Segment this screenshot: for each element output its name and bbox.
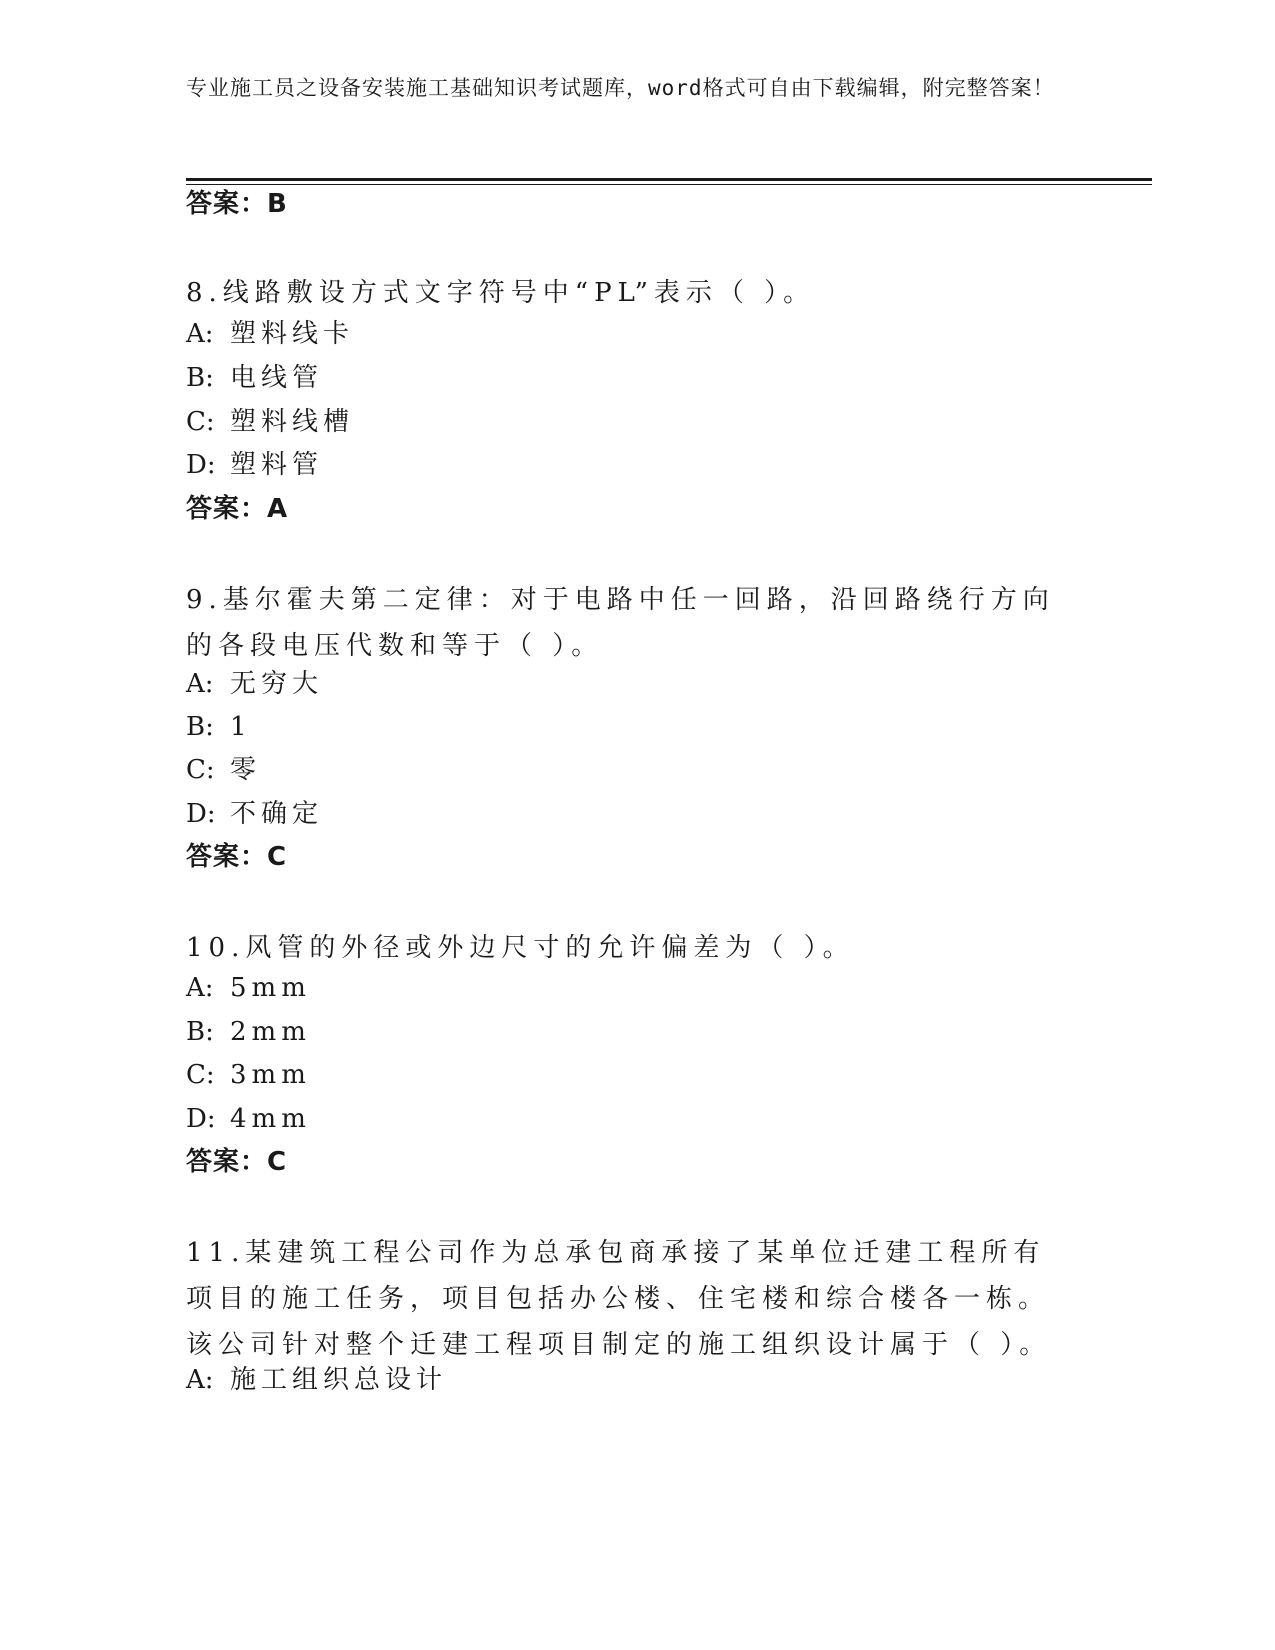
- header-rule-thick: [186, 178, 1152, 181]
- option-9-b: [186, 711, 252, 743]
- option-text: 不确定: [230, 799, 324, 829]
- option-letter: B:: [186, 1017, 214, 1047]
- option-text: 4mm: [230, 1104, 311, 1134]
- question-9: 9.基尔霍夫第二定律：对于电路中任一回路，沿回路绕行方向的各段电压代数和等于（ ）。: [186, 585, 1055, 661]
- option-text: 2mm: [230, 1017, 311, 1047]
- document-header: 专业施工员之设备安装施工基础知识考试题库，word格式可自由下载编辑，附完整答案！: [186, 76, 1055, 100]
- option-9-d: [186, 798, 323, 830]
- answer-line: 答案：B: [186, 189, 288, 219]
- option-text: 电线管: [230, 363, 324, 393]
- option-letter: C:: [186, 755, 215, 785]
- option-10-c: [186, 1059, 311, 1091]
- option-text: 3mm: [230, 1060, 311, 1090]
- option-letter: D:: [186, 450, 216, 480]
- option-letter: A:: [186, 319, 214, 349]
- option-8-a: [186, 318, 354, 350]
- answer-8: 答案：A: [186, 494, 289, 524]
- option-text: 5mm: [230, 973, 311, 1003]
- question-8: 8.线路敷设方式文字符号中“PL”表示（ ）。: [186, 278, 816, 308]
- option-9-c: [186, 754, 261, 786]
- option-text: 无穷大: [230, 669, 324, 699]
- option-letter: D:: [186, 1104, 216, 1134]
- option-text: 塑料线卡: [230, 319, 355, 349]
- option-10-b: [186, 1016, 311, 1048]
- option-text: 施工组织总设计: [230, 1365, 448, 1395]
- option-letter: A:: [186, 669, 214, 699]
- option-text: 塑料线槽: [230, 407, 355, 437]
- option-8-b: [186, 362, 323, 394]
- option-10-d: [186, 1103, 311, 1135]
- option-letter: B:: [186, 712, 214, 742]
- question-11: 11.某建筑工程公司作为总承包商承接了某单位迁建工程所有项目的施工任务，项目包括办公楼、住宅楼和综合楼各一栋。该公司针对整个迁建工程项目制定的施工组织设计属于（ ）。: [186, 1238, 1052, 1360]
- option-letter: D:: [186, 799, 216, 829]
- option-10-a: [186, 972, 311, 1004]
- option-letter: B:: [186, 363, 214, 393]
- option-letter: C:: [186, 407, 215, 437]
- option-text: 塑料管: [230, 450, 324, 480]
- option-text: 零: [230, 755, 262, 785]
- option-letter: A:: [186, 1365, 214, 1395]
- answer-10: 答案：C: [186, 1147, 288, 1177]
- option-letter: A:: [186, 973, 214, 1003]
- option-letter: C:: [186, 1060, 215, 1090]
- option-11-a: [186, 1364, 447, 1396]
- question-10: 10.风管的外径或外边尺寸的允许偏差为（ ）。: [186, 933, 855, 963]
- answer-9: 答案：C: [186, 842, 288, 872]
- option-8-c: [186, 406, 354, 438]
- option-8-d: [186, 449, 323, 481]
- option-9-a: [186, 668, 323, 700]
- option-text: 1: [230, 712, 252, 742]
- header-rule-thin: [186, 184, 1152, 185]
